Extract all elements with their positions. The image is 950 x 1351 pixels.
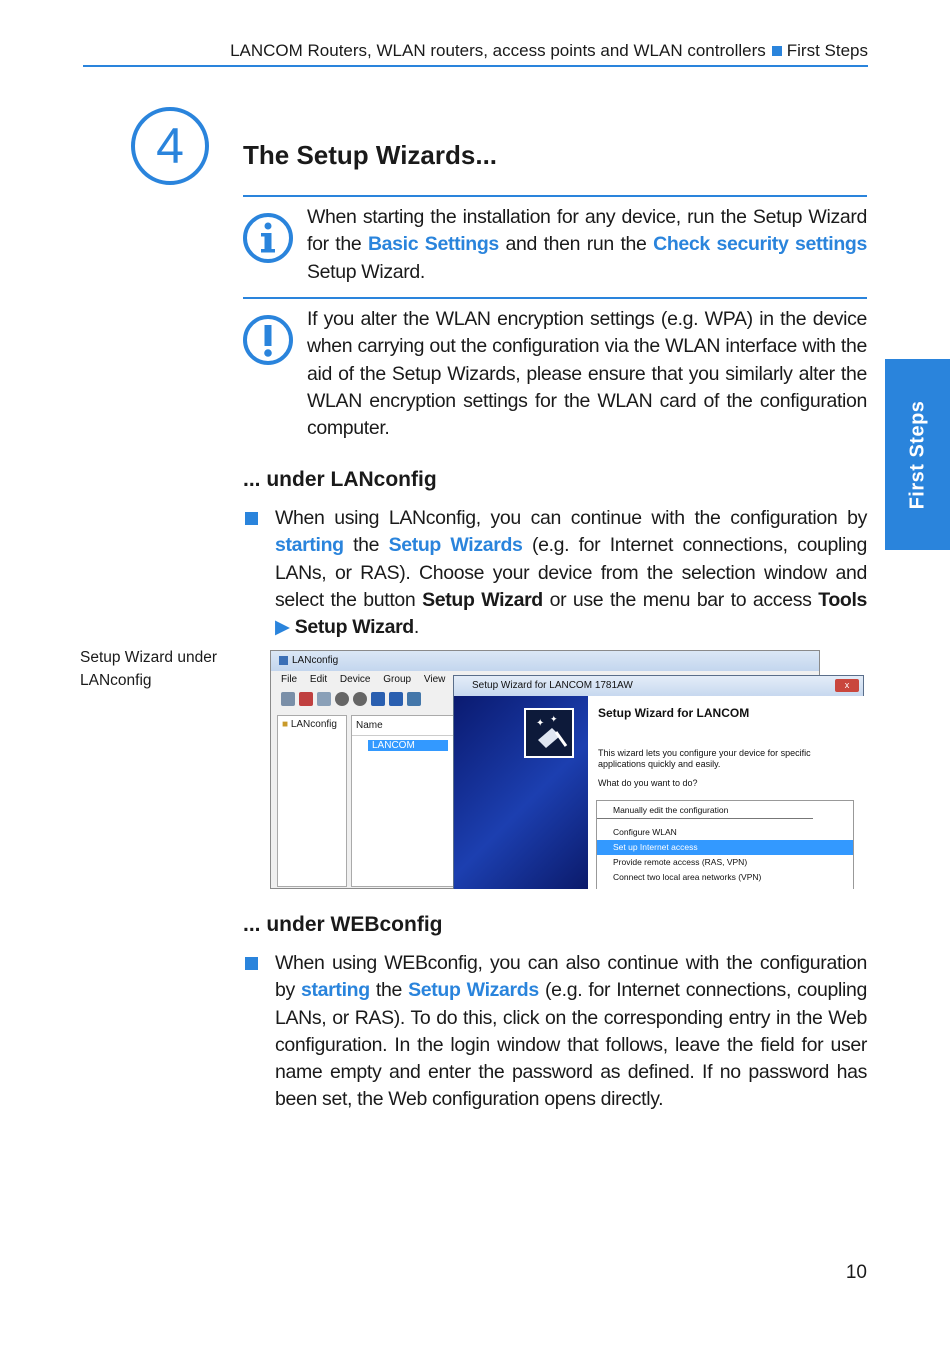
svg-text:✦: ✦ <box>536 718 545 729</box>
device-list <box>351 715 461 887</box>
step-number: 4 <box>156 118 184 174</box>
page-number: 10 <box>845 1262 867 1283</box>
toolbar-delete-icon[interactable] <box>299 692 313 706</box>
webconfig-heading: ... under WEBconfig <box>243 913 443 936</box>
header-text: LANCOM Routers, WLAN routers, access points and WLAN controllers <box>230 41 766 60</box>
link-setup-wizards[interactable]: Setup Wizards <box>408 979 539 1002</box>
bullet-icon <box>245 512 258 525</box>
folder-icon: ■ <box>282 719 289 730</box>
close-button[interactable]: x <box>835 679 859 692</box>
toolbar-disk-icon[interactable] <box>335 692 349 706</box>
link-starting[interactable]: starting <box>301 979 370 1002</box>
toolbar-check-icon[interactable] <box>371 692 385 706</box>
lanconfig-paragraph: When using LANconfig, you can continue with the configuration by starting the Setup Wizards (e.g. for Internet connections, coupling LANs, or RAS). Choose your device from the selection window and select the button Setup Wizard or use the menu bar to access Tools ▶ Setup Wizard. <box>275 507 868 639</box>
running-header <box>83 40 868 67</box>
option-remote-access[interactable]: Provide remote access (RAS, VPN) <box>613 857 748 867</box>
wizard-description: This wizard lets you configure your device for specific applications quickly and easily. <box>598 748 811 769</box>
divider <box>243 195 867 197</box>
menu-device[interactable]: Device <box>339 674 371 685</box>
svg-text:✦: ✦ <box>550 714 558 724</box>
screenshot-figure <box>270 650 864 889</box>
option-connect-lans[interactable]: Connect two local area networks (VPN) <box>613 872 762 882</box>
header-section: First Steps <box>786 41 868 60</box>
side-tab-label: First Steps <box>906 400 928 509</box>
link-basic-settings[interactable]: Basic Settings <box>367 233 499 256</box>
wizard-sidebar-graphic <box>454 696 588 889</box>
toolbar-wizard-icon[interactable] <box>407 692 421 706</box>
toolbar-new-icon[interactable] <box>281 692 295 706</box>
info-note: When starting the installation for any device, run the Setup Wizard for the Basic Settings and then run the Check security settings Setup Wizard. <box>307 206 867 283</box>
wizard-content <box>588 696 864 889</box>
lanconfig-heading: ... under LANconfig <box>243 468 437 491</box>
divider <box>243 297 867 299</box>
wizard-options-list <box>596 800 854 889</box>
warning-note: If you alter the WLAN encryption settings (e.g. WPA) in the device when carrying out the configuration via the WLAN interface with the aid of the Setup Wizards, please ensure that you similarly alter the WLAN encryption settings for the WLAN card of the configuration computer. <box>307 308 867 440</box>
lanconfig-titlebar: LANconfig <box>271 651 819 671</box>
tree-panel <box>277 715 347 887</box>
warning-icon <box>242 314 294 366</box>
app-icon <box>279 656 288 665</box>
option-internet-access[interactable]: Set up Internet access <box>597 840 853 855</box>
list-item-selected[interactable]: LANCOM <box>368 740 448 751</box>
menu-group[interactable]: Group <box>383 674 412 685</box>
step-number-icon <box>129 105 211 187</box>
side-section-tab <box>885 359 950 550</box>
wizard-wand-icon <box>524 708 574 758</box>
menu-edit[interactable]: Edit <box>309 674 328 685</box>
toolbar-check2-icon[interactable] <box>389 692 403 706</box>
wizard-title: Setup Wizard for LANCOM 1781AW <box>472 680 633 691</box>
bullet-icon <box>245 957 258 970</box>
link-check-security[interactable]: Check security settings <box>653 233 867 256</box>
arrow-right-icon: ▶ <box>275 616 290 639</box>
option-manual[interactable]: Manually edit the configuration <box>597 803 813 819</box>
list-header[interactable]: Name <box>352 716 460 736</box>
info-icon <box>242 212 294 264</box>
menu-file[interactable]: File <box>281 674 298 685</box>
header-square-icon <box>772 46 782 56</box>
toolbar-disk2-icon[interactable] <box>353 692 367 706</box>
tree-item[interactable]: LANconfig <box>290 719 337 730</box>
page-title: The Setup Wizards... <box>243 140 498 170</box>
wizard-heading: Setup Wizard for LANCOM <box>598 706 750 720</box>
wizard-titlebar <box>454 676 863 696</box>
toolbar-search-icon[interactable] <box>317 692 331 706</box>
option-configure-wlan[interactable]: Configure WLAN <box>613 827 677 837</box>
webconfig-paragraph: When using WEBconfig, you can also continue with the configuration by starting the Setup Wizards (e.g. for Internet connections, coupling LANs, or RAS). To do this, click on the corresponding entry in the Web configuration. In the login window that follows, leave the field for user name empty and enter the password as defined. If no password has been set, the Web configuration opens directly. <box>275 952 867 1111</box>
wizard-window <box>453 675 864 889</box>
figure-caption: Setup Wizard under LANconfig <box>80 649 217 689</box>
link-starting[interactable]: starting <box>275 534 344 557</box>
menu-view[interactable]: View <box>423 674 446 685</box>
wizard-question: What do you want to do? <box>598 778 698 788</box>
link-setup-wizards[interactable]: Setup Wizards <box>388 534 523 557</box>
